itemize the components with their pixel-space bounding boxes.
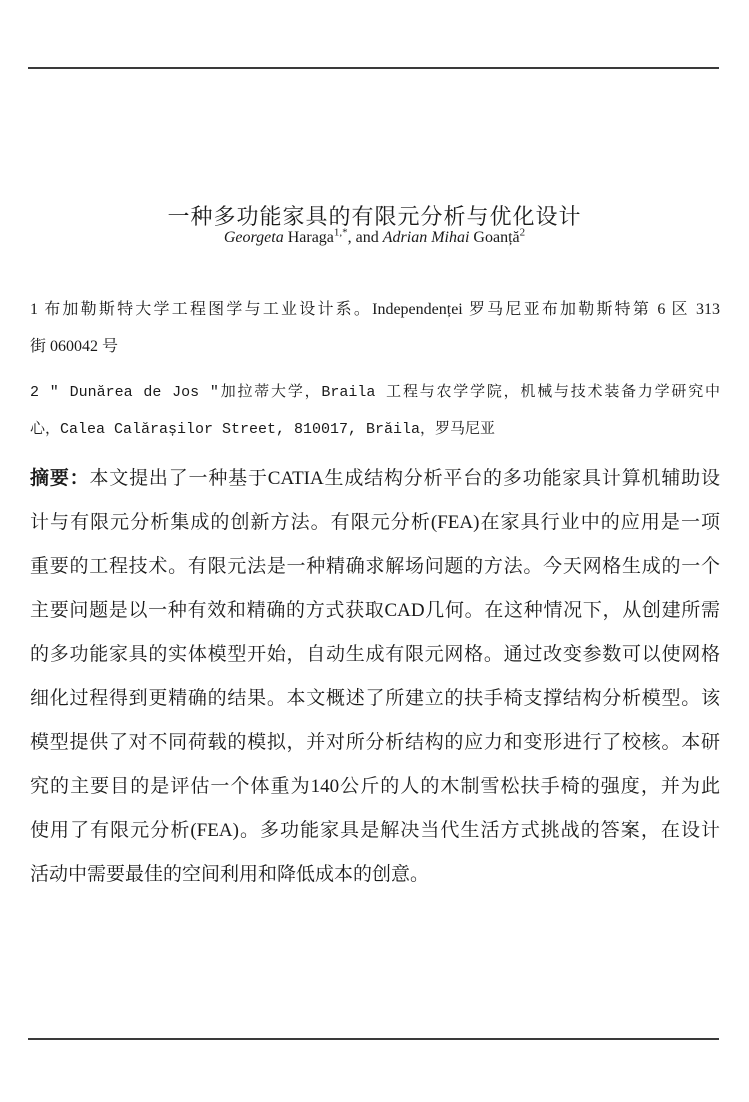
authors-connector: , and [347, 229, 383, 246]
abstract-line: 的多功能家具的实体模型开始，自动生成有限元网格。通过改变参数可以使网格 [30, 644, 720, 665]
page-title: 一种多功能家具的有限元分析与优化设计 [167, 203, 582, 229]
abstract-line: 计与有限元分析集成的创新方法。有限元分析(FEA)在家具行业中的应用是一项 [30, 512, 720, 533]
author-2-superscript: 2 [519, 226, 526, 239]
header-rule [28, 67, 719, 69]
abstract-line: 重要的工程技术。有限元法是一种精确求解场问题的方法。今天网格生成的一个 [30, 556, 720, 577]
abstract-line: 活动中需要最佳的空间利用和降低成本的创意。 [30, 864, 430, 885]
authors-line [0, 226, 749, 247]
abstract-paragraph [30, 457, 720, 897]
abstract-line-text: 本文提出了一种基于CATIA生成结构分析平台的多功能家具计算机辅助设 [89, 468, 720, 489]
affiliation-2-line-2: 心，Calea Calărașilor Street, 810017, Brăila，罗马尼亚 [30, 421, 496, 438]
abstract-line: 细化过程得到更精确的结果。本文概述了所建立的扶手椅支撑结构分析模型。该 [30, 688, 720, 709]
abstract-line: 模型提供了对不同荷载的模拟，并对所分析结构的应力和变形进行了校核。本研 [30, 732, 720, 753]
author-2-family-name: Goanță [469, 229, 520, 246]
affiliation-1-line-1: 1 布加勒斯特大学工程图学与工业设计系。Independenței 罗马尼亚布加勒斯特第 6 区 313 [30, 301, 720, 318]
abstract-line: 使用了有限元分析(FEA)。多功能家具是解决当代生活方式挑战的答案，在设计 [30, 820, 720, 841]
abstract-line: 主要问题是以一种有效和精确的方式获取CAD几何。在这种情况下，从创建所需 [30, 600, 720, 621]
affiliation-2 [30, 374, 720, 448]
affiliation-1-line-2: 街 060042 号 [30, 338, 119, 355]
abstract-line: 究的主要目的是评估一个体重为140公斤的人的木制雪松扶手椅的强度，并为此 [30, 776, 720, 797]
abstract-label: 摘要： [30, 468, 90, 489]
author-1-superscript: 1,* [333, 226, 348, 239]
affiliation-2-line-1: 2 ″ Dunărea de Jos ″加拉蒂大学，Braila 工程与农学学院，机械与技术装备力学研究中 [30, 384, 720, 401]
abstract-line [30, 457, 720, 501]
author-1-family-name: Haraga [283, 229, 334, 246]
affiliation-1 [30, 291, 720, 365]
author-2-given-name: Adrian Mihai [382, 229, 470, 246]
footer-rule [28, 1038, 719, 1040]
author-1-given-name: Georgeta [223, 229, 284, 246]
